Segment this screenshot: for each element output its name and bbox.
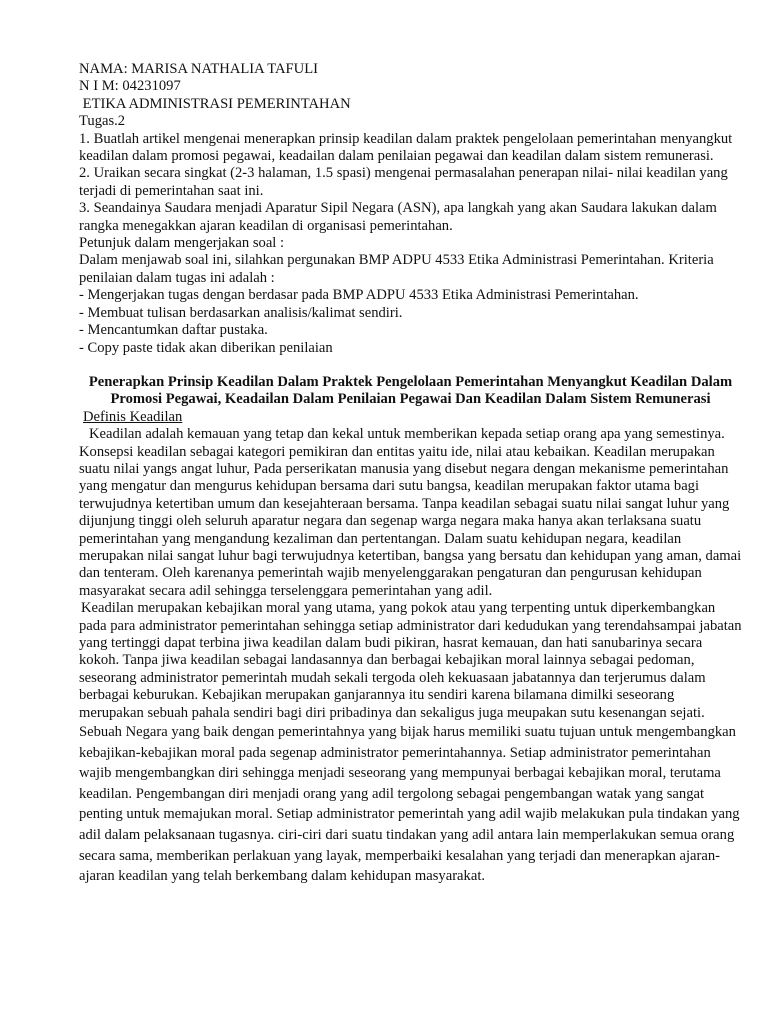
instructions	[79, 235, 742, 357]
course-title: ETIKA ADMINISTRASI PEMERINTAHAN	[79, 95, 351, 112]
question-1: 1. Buatlah artikel mengenai menerapkan prinsip keadilan dalam praktek pengelolaan pemerintahan menyangkut keadilan dalam promosi pegawai, keadailan dalam penilaian pegawai dan keadilan dalam sistem remunerasi.	[79, 130, 733, 165]
question-2: 2. Uraikan secara singkat (2-3 halaman, 1.5 spasi) mengenai permasalahan penerapan nilai- nilai keadilan yang terjadi di pemerintahan saat ini.	[79, 165, 728, 199]
article-paragraph: Sebuah Negara yang baik dengan pemerintahnya yang bijak harus memiliki suatu tujuan untuk mengembangkan kebajikan-kebajikan moral pada segenap administrator pemerintahannya. Setiap administrator pemerintahan wajib mengembangkan diri sehingga menjadi seseorang yang mempunyai berbagai kebajikan moral, terutama keadilan. Pengembangan diri menjadi orang yang adil tergolong sebagai pengembangan watak yang sangat penting untuk memajukan moral. Setiap administrator pemerintah yang adil wajib melakukan pula tindakan yang adil dalam pelaksanaan tugasnya. ciri-ciri dari suatu tindakan yang adil antara lain memperlakukan semua orang secara sama, memberikan perlakuan yang layak, memperbaiki kesalahan yang terjadi dan menerapkan ajaran-ajaran keadilan yang telah berkembang dalam kehidupan masyarakat.	[79, 724, 740, 885]
student-nim: N I M: 04231097	[79, 78, 181, 95]
section-heading: Definis Keadilan	[83, 408, 183, 425]
article-paragraph: Keadilan merupakan kebajikan moral yang utama, yang pokok atau yang terpenting untuk diperkembangkan pada para administrator pemerintahan sehingga setiap administrator dari kedudukan yang terendahsampai jabatan yang tertinggi dapat terbina jiwa keadilan dalam budi pikiran, hasrat kemauan, dan hati sanubarinya secara kokoh. Tanpa jiwa keadilan sebagai landasannya dan berbagai kebajikan moral lainnya sebagai pedoman, seseorang administrator pemerintah mudah sekali tergoda oleh kekuasaan jabatannya dan terjerumus dalam berbagai keburukan. Kebajikan merupakan ganjarannya itu sendiri karena bilamana dimilki seseorang merupakan sebuah pahala sendiri bagi diri pribadinya dan sekaligus juga meupakan sutu kesenangan sejati.	[79, 600, 742, 721]
student-name: NAMA: MARISA NATHALIA TAFULI	[79, 61, 318, 77]
instructions-heading: Petunjuk dalam mengerjakan soal :	[79, 235, 285, 252]
criteria-item: - Mencantumkan daftar pustaka.	[79, 322, 268, 339]
criteria-item: - Mengerjakan tugas dengan berdasar pada BMP ADPU 4533 Etika Administrasi Pemerintahan.	[79, 287, 639, 304]
criteria-item: - Copy paste tidak akan diberikan penilaian	[79, 339, 333, 356]
article-title: Penerapkan Prinsip Keadilan Dalam Praktek Pengelolaan Pemerintahan Menyangkut Keadilan Dalam Promosi Pegawai, Keadailan Dalam Penilaian Pegawai Dan Keadilan Dalam Sistem Remunerasi	[88, 373, 733, 408]
blank-line	[79, 357, 742, 374]
student-header	[79, 61, 742, 131]
task-label: Tugas.2	[79, 113, 126, 130]
question-list	[79, 131, 742, 235]
article-paragraph: Keadilan adalah kemauan yang tetap dan kekal untuk memberikan kepada setiap orang apa yang semestinya. Konsepsi keadilan sebagai kategori pemikiran dan entitas yaitu ide, nilai atau kebaikan. Keadilan merupakan suatu nilai yangs angat luhur, Pada perserikatan manusia yang disebut negara dengan mekanisme pemerintahan yang mengatur dan mengurus kehidupan bersama dari sutu bangsa, keadilan merupakan faktor utama bagi terwujudnya ketertiban umum dan kesejahteraan bersama. Tanpa keadilan sebagai suatu nilai sangat luhur yang dijunjung tinggi oleh seluruh aparatur negara dan segenap warga negara maka hanya akan terlaksana suatu pemerintahan yang mengandung kezaliman dan pertentangan. Dalam suatu kehidupan negara, keadilan merupakan nilai sangat luhur bagi terwujudnya ketertiban, bangsa yang bersatu dan kehidupan yang aman, damai dan tenteram. Oleh karenanya pemerintah wajib menyelenggarakan pengaturan dan pengurusan kehidupan masyarakat secara adil sehingga terselenggara pemerintahan yang adil.	[79, 426, 742, 599]
question-3: 3. Seandainya Saudara menjadi Aparatur Sipil Negara (ASN), apa langkah yang akan Saudara lakukan dalam rangka menegakkan ajaran keadilan di organisasi pemerintahan.	[79, 200, 717, 234]
instructions-intro: Dalam menjawab soal ini, silahkan pergunakan BMP ADPU 4533 Etika Administrasi Pemerintahan. Kriteria penilaian dalam tugas ini adalah :	[79, 252, 714, 286]
criteria-item: - Membuat tulisan berdasarkan analisis/kalimat sendiri.	[79, 304, 403, 321]
